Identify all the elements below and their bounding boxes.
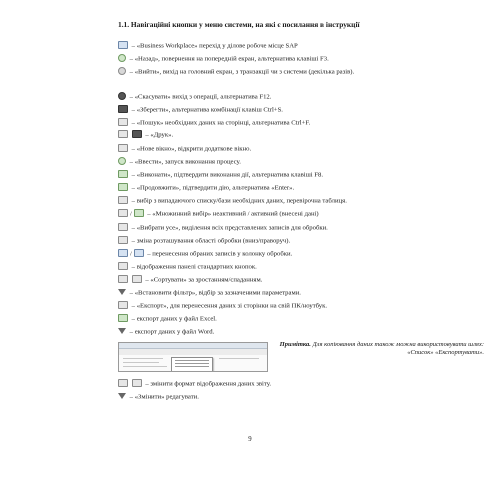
move-down-icon — [134, 249, 144, 257]
list-item — [118, 106, 488, 115]
list-item — [118, 42, 488, 51]
list-item — [118, 93, 488, 102]
cancel-icon — [118, 92, 126, 100]
item-text: – «Зберегти», альтернатива комбінації клавіш Ctrl+S. — [131, 106, 283, 114]
toolbar-icon — [118, 262, 128, 270]
value-help-icon — [118, 196, 128, 204]
item-text: – перенесення обраних записів у колонку обробки. — [147, 250, 293, 258]
list-item: / – «Множинний вибір» неактивний / активний (внесені дані) — [118, 210, 488, 219]
find-icon — [118, 118, 128, 126]
list-item — [118, 145, 488, 154]
item-text: – зміна розташування області обробки (вниз/праворуч). — [131, 237, 291, 245]
list-item — [118, 393, 488, 402]
item-text: – «Вийти», вихід на головний екран, з транзакції чи з системи (декілька разів). — [129, 68, 355, 76]
new-window-icon — [118, 144, 128, 152]
multiple-selection-active-icon — [134, 209, 144, 217]
back-icon — [118, 54, 126, 62]
item-text: – відображення панелі стандартних кнопок. — [131, 263, 257, 271]
list-item — [118, 184, 488, 193]
continue-icon — [118, 183, 128, 191]
list-item — [118, 328, 488, 337]
item-text: – експорт даних у файл Word. — [129, 328, 215, 336]
list-item — [118, 276, 488, 285]
item-text: – вибір з випадаючого списку/бази необхідних даних, перевірочна таблиця. — [131, 197, 347, 205]
screenshot-context-menu — [171, 357, 213, 372]
exit-icon — [118, 67, 126, 75]
item-text: – змінити формат відображення даних звіту. — [145, 380, 272, 388]
list-item — [118, 237, 488, 246]
enter-icon — [118, 157, 126, 165]
print-icon — [118, 130, 128, 138]
item-text: – «Назад», повернення на попередній екран, альтернатива клавіші F3. — [129, 55, 329, 63]
note-box — [270, 341, 484, 357]
edit-icon — [118, 392, 126, 400]
save-icon — [118, 105, 128, 113]
filter-icon — [118, 288, 126, 296]
list-item — [118, 131, 488, 140]
item-text: – «Пошук» необхідних даних на сторінці, альтернатива Ctrl+F. — [131, 119, 311, 127]
item-text: – «Множинний вибір» неактивний / активний (внесені дані) — [147, 210, 319, 218]
sort-ascending-icon — [118, 275, 128, 283]
change-layout-icon — [118, 379, 128, 387]
item-text: – «Встановити фільтр», відбір за зазначеними параметрами. — [129, 289, 301, 297]
item-text: – «Виконати», підтвердити виконання дії, альтернатива клавіші F8. — [131, 171, 324, 179]
list-item — [118, 119, 488, 128]
item-text: – «Продовжити», підтвердити дію, альтернатива «Enter». — [131, 184, 295, 192]
item-text: – «Експорт», для перенесення даних зі сторінки на свій ПК/ноутбук. — [131, 302, 328, 310]
list-item — [118, 315, 488, 324]
item-text: – «Скасувати» вихід з операції, альтернатива F12. — [129, 93, 272, 101]
list-item — [118, 224, 488, 233]
item-text: – «Вибрати усе», виділення всіх представлених записів для обробки. — [131, 224, 328, 232]
change-layout-dropdown-icon — [132, 379, 142, 387]
list-item — [118, 158, 488, 167]
list-item — [118, 171, 488, 180]
export-icon — [118, 301, 128, 309]
list-item — [118, 380, 488, 389]
execute-icon — [118, 170, 128, 178]
multiple-selection-inactive-icon — [118, 209, 128, 217]
item-text: – експорт даних у файл Excel. — [131, 315, 217, 323]
list-item — [118, 302, 488, 311]
item-text: – «Друк». — [145, 131, 174, 139]
print-preview-icon — [132, 130, 142, 138]
item-text: – «Ввести», запуск виконання процесу. — [129, 158, 241, 166]
export-menu-screenshot — [118, 342, 268, 372]
note-text: Для копіювання даних також можна використовувати шлях: «Список» «Експортувати». — [312, 341, 484, 356]
page-number: 9 — [248, 436, 252, 443]
layout-switch-icon — [118, 236, 128, 244]
item-text: – «Business Workplace» перехід у ділове робоче місце SAP — [131, 42, 298, 50]
item-text: – «Сортувати» за зростанням/спаданням. — [145, 276, 263, 284]
item-text: – «Нове вікно», відкрити додаткове вікно. — [131, 145, 252, 153]
sort-descending-icon — [132, 275, 142, 283]
list-item — [118, 197, 488, 206]
list-item — [118, 263, 488, 272]
excel-icon — [118, 314, 128, 322]
list-item — [118, 55, 488, 64]
list-item: / – перенесення обраних записів у колонку обробки. — [118, 250, 488, 259]
list-item — [118, 68, 488, 77]
list-item — [118, 289, 488, 298]
move-right-icon — [118, 249, 128, 257]
word-icon — [118, 327, 126, 335]
business-workplace-icon — [118, 41, 128, 49]
item-text: – «Змінити» редагувати. — [129, 393, 199, 401]
note-label: Примітка. — [279, 341, 311, 348]
section-heading: 1.1. Навігаційні кнопки у меню системи, на які є посилання в інструкції — [118, 20, 360, 29]
select-all-icon — [118, 223, 128, 231]
